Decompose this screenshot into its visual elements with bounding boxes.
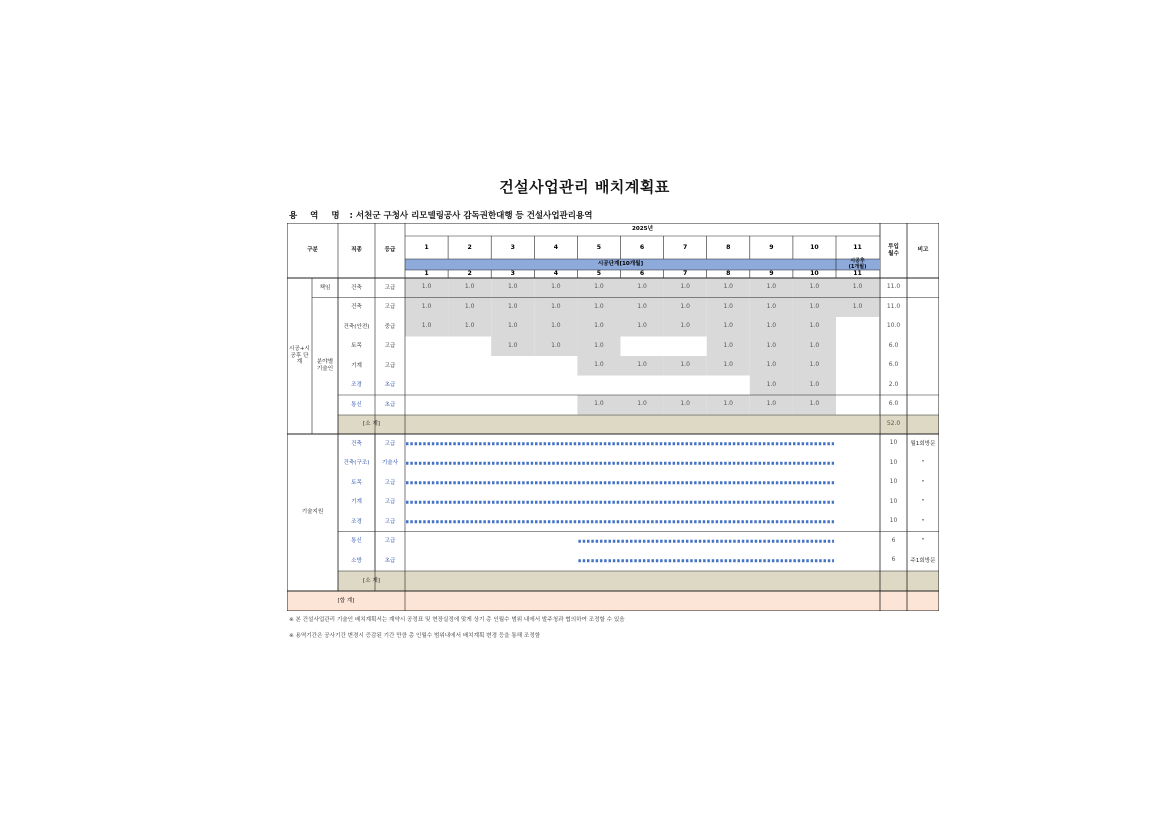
month-value: 1.0 [852, 283, 863, 291]
month-value: 1.0 [809, 322, 820, 330]
row-grade: 초급 [384, 382, 396, 389]
header-month-2: 9 [769, 270, 774, 278]
note-1: ※ 본 건설사업관리 기술인 배치계획서는 계약시 공정표 및 현장실정에 맞게 상기 총 인월수 범위 내에서 발주청과 협의하여 조정할 수 있음 [289, 617, 625, 623]
row-field: 토목 [351, 479, 362, 486]
header-month-2: 11 [853, 270, 862, 278]
month-value: 1.0 [551, 283, 561, 291]
row-grade: 초급 [384, 557, 396, 564]
section1-category: 시공+시 공후 단 계 [289, 346, 310, 366]
row-total: 10 [889, 439, 898, 447]
month-value: 1.0 [852, 302, 863, 310]
month-value: 1.0 [551, 302, 561, 310]
header-month: 1 [424, 243, 429, 251]
month-value: 1.0 [809, 302, 820, 310]
header-total: 투입 월수 [888, 244, 899, 257]
header-month-2: 6 [639, 270, 645, 278]
month-value: 1.0 [723, 283, 733, 291]
row-grade: 고급 [384, 499, 396, 506]
month-value: 1.0 [766, 322, 777, 330]
month-value: 1.0 [594, 341, 604, 349]
row-field: 건축(안전) [343, 323, 370, 330]
month-value: 1.0 [809, 380, 820, 388]
row-grade: 고급 [384, 284, 396, 291]
row-total: 10 [889, 517, 898, 525]
section1-subtotal-label: [소 계] [363, 421, 380, 428]
row-total: 6 [891, 536, 896, 544]
row-field: 조경 [351, 518, 362, 525]
month-value: 1.0 [766, 302, 777, 310]
row-total: 10 [889, 458, 898, 466]
row-total: 11.0 [886, 283, 901, 291]
row-total: 2.0 [888, 380, 899, 388]
project-label: 용 역 명 [289, 211, 345, 221]
month-value: 1.0 [723, 341, 733, 349]
header-month: 10 [810, 243, 819, 251]
month-value: 1.0 [809, 283, 820, 291]
month-value: 1.0 [809, 400, 820, 408]
month-value: 1.0 [507, 341, 518, 349]
header-month: 4 [553, 243, 558, 251]
month-value: 1.0 [723, 400, 733, 408]
header-month-2: 4 [553, 270, 558, 278]
month-value: 1.0 [594, 361, 604, 369]
month-value: 1.0 [723, 302, 733, 310]
header-month: 11 [853, 243, 862, 251]
month-value: 1.0 [766, 400, 777, 408]
month-value: 1.0 [507, 283, 518, 291]
month-value: 1.0 [594, 302, 604, 310]
header-month: 8 [726, 243, 731, 251]
month-value: 1.0 [766, 361, 777, 369]
row-field: 통신 [351, 401, 362, 408]
header-month-2: 7 [682, 270, 688, 278]
header-month: 9 [769, 243, 774, 251]
header-month-2: 3 [510, 270, 515, 278]
row-remark: " [921, 538, 925, 545]
month-value: 1.0 [464, 322, 475, 330]
row-remark: " [921, 479, 925, 486]
row-total: 6.0 [888, 341, 899, 349]
header-month-2: 8 [726, 270, 731, 278]
row-total: 10 [889, 497, 898, 505]
row-field: 건축 [351, 440, 362, 447]
row-remark: 주1회방문 [910, 557, 936, 564]
month-value: 1.0 [680, 322, 690, 330]
header-category: 구분 [307, 247, 318, 254]
row-field: 토목 [351, 343, 362, 350]
field-group-label: 분야별 기술인 [316, 359, 334, 372]
header-month: 7 [682, 243, 688, 251]
row-field: 건축 [351, 304, 362, 311]
section2-subtotal-label: [소 계] [363, 577, 380, 584]
row-remark: " [921, 460, 925, 467]
grand-total-label: [합 계] [337, 597, 355, 604]
month-value: 1.0 [766, 283, 777, 291]
row-grade: 고급 [384, 304, 396, 311]
row-grade: 고급 [384, 362, 396, 369]
row-field: 건축 [351, 284, 362, 291]
row-field: 기계 [351, 362, 362, 369]
row-remark: " [921, 499, 925, 506]
row-grade: 중급 [384, 323, 396, 330]
phase-after-label: 시공후 (1개월) [848, 257, 867, 270]
row-grade: 고급 [384, 518, 396, 525]
month-value: 1.0 [507, 302, 518, 310]
header-month: 5 [596, 243, 602, 251]
month-value: 1.0 [723, 322, 733, 330]
project-colon: : [349, 211, 353, 221]
month-value: 1.0 [637, 302, 647, 310]
resident-label: 책임 [319, 284, 331, 291]
month-value: 1.0 [723, 361, 733, 369]
table-cells [287, 223, 939, 611]
row-grade: 초급 [384, 401, 396, 408]
month-value: 1.0 [551, 341, 561, 349]
page-title: 건설사업관리 배치계획표 [499, 178, 670, 196]
row-total: 6.0 [888, 361, 899, 369]
header-year: 2025년 [632, 226, 653, 233]
month-value: 1.0 [637, 283, 647, 291]
section1-subtotal-value: 52.0 [886, 420, 901, 428]
month-value: 1.0 [464, 283, 475, 291]
row-total: 10.0 [886, 322, 901, 330]
header-grade: 등급 [384, 247, 396, 254]
row-field: 건축(구조) [343, 460, 370, 467]
month-value: 1.0 [551, 322, 561, 330]
month-value: 1.0 [464, 302, 475, 310]
row-grade: 고급 [384, 538, 396, 545]
month-value: 1.0 [594, 400, 604, 408]
row-field: 통신 [351, 538, 362, 545]
row-remark: " [921, 518, 925, 525]
month-value: 1.0 [594, 283, 604, 291]
project-name [289, 209, 592, 221]
header-month-2: 2 [467, 270, 472, 278]
month-value: 1.0 [421, 283, 432, 291]
header-remark: 비고 [917, 247, 929, 254]
header-month: 3 [510, 243, 515, 251]
row-grade: 고급 [384, 479, 396, 486]
row-remark: 월1회방문 [910, 440, 936, 447]
month-value: 1.0 [680, 283, 690, 291]
header-month-2: 1 [424, 270, 429, 278]
month-value: 1.0 [680, 400, 690, 408]
month-value: 1.0 [637, 361, 647, 369]
month-value: 1.0 [809, 341, 820, 349]
row-field: 조경 [351, 382, 362, 389]
month-value: 1.0 [421, 302, 432, 310]
header-field: 직종 [351, 247, 362, 254]
month-value: 1.0 [637, 322, 647, 330]
header-month-2: 10 [810, 270, 819, 278]
note-2: ※ 용역기간은 공사기간 변경시 증감된 기간 만큼 총 인월수 범위내에서 배치계획 변경 등을 통해 조정함 [289, 633, 541, 639]
month-value: 1.0 [421, 322, 432, 330]
row-grade: 고급 [384, 440, 396, 447]
row-total: 6.0 [888, 400, 899, 408]
month-value: 1.0 [637, 400, 647, 408]
month-value: 1.0 [680, 302, 690, 310]
month-value: 1.0 [766, 341, 777, 349]
month-value: 1.0 [594, 322, 604, 330]
row-total: 11.0 [886, 302, 901, 310]
month-value: 1.0 [507, 322, 518, 330]
row-field: 기계 [351, 499, 362, 506]
project-title: 서천군 구청사 리모델링공사 감독권한대행 등 건설사업관리용역 [355, 211, 593, 221]
header-month-2: 5 [596, 270, 602, 278]
month-value: 1.0 [809, 361, 820, 369]
section2-category: 기술지원 [301, 509, 324, 516]
month-value: 1.0 [766, 380, 777, 388]
month-value: 1.0 [680, 361, 690, 369]
header-month: 6 [639, 243, 645, 251]
phase-construction-label: 시공단계[10개월] [597, 261, 644, 268]
staffing-table [287, 223, 939, 611]
row-total: 6 [891, 556, 896, 564]
row-field: 소방 [351, 557, 362, 564]
row-grade: 기술사 [381, 460, 399, 467]
header-month: 2 [467, 243, 472, 251]
row-total: 10 [889, 478, 898, 486]
row-grade: 고급 [384, 343, 396, 350]
